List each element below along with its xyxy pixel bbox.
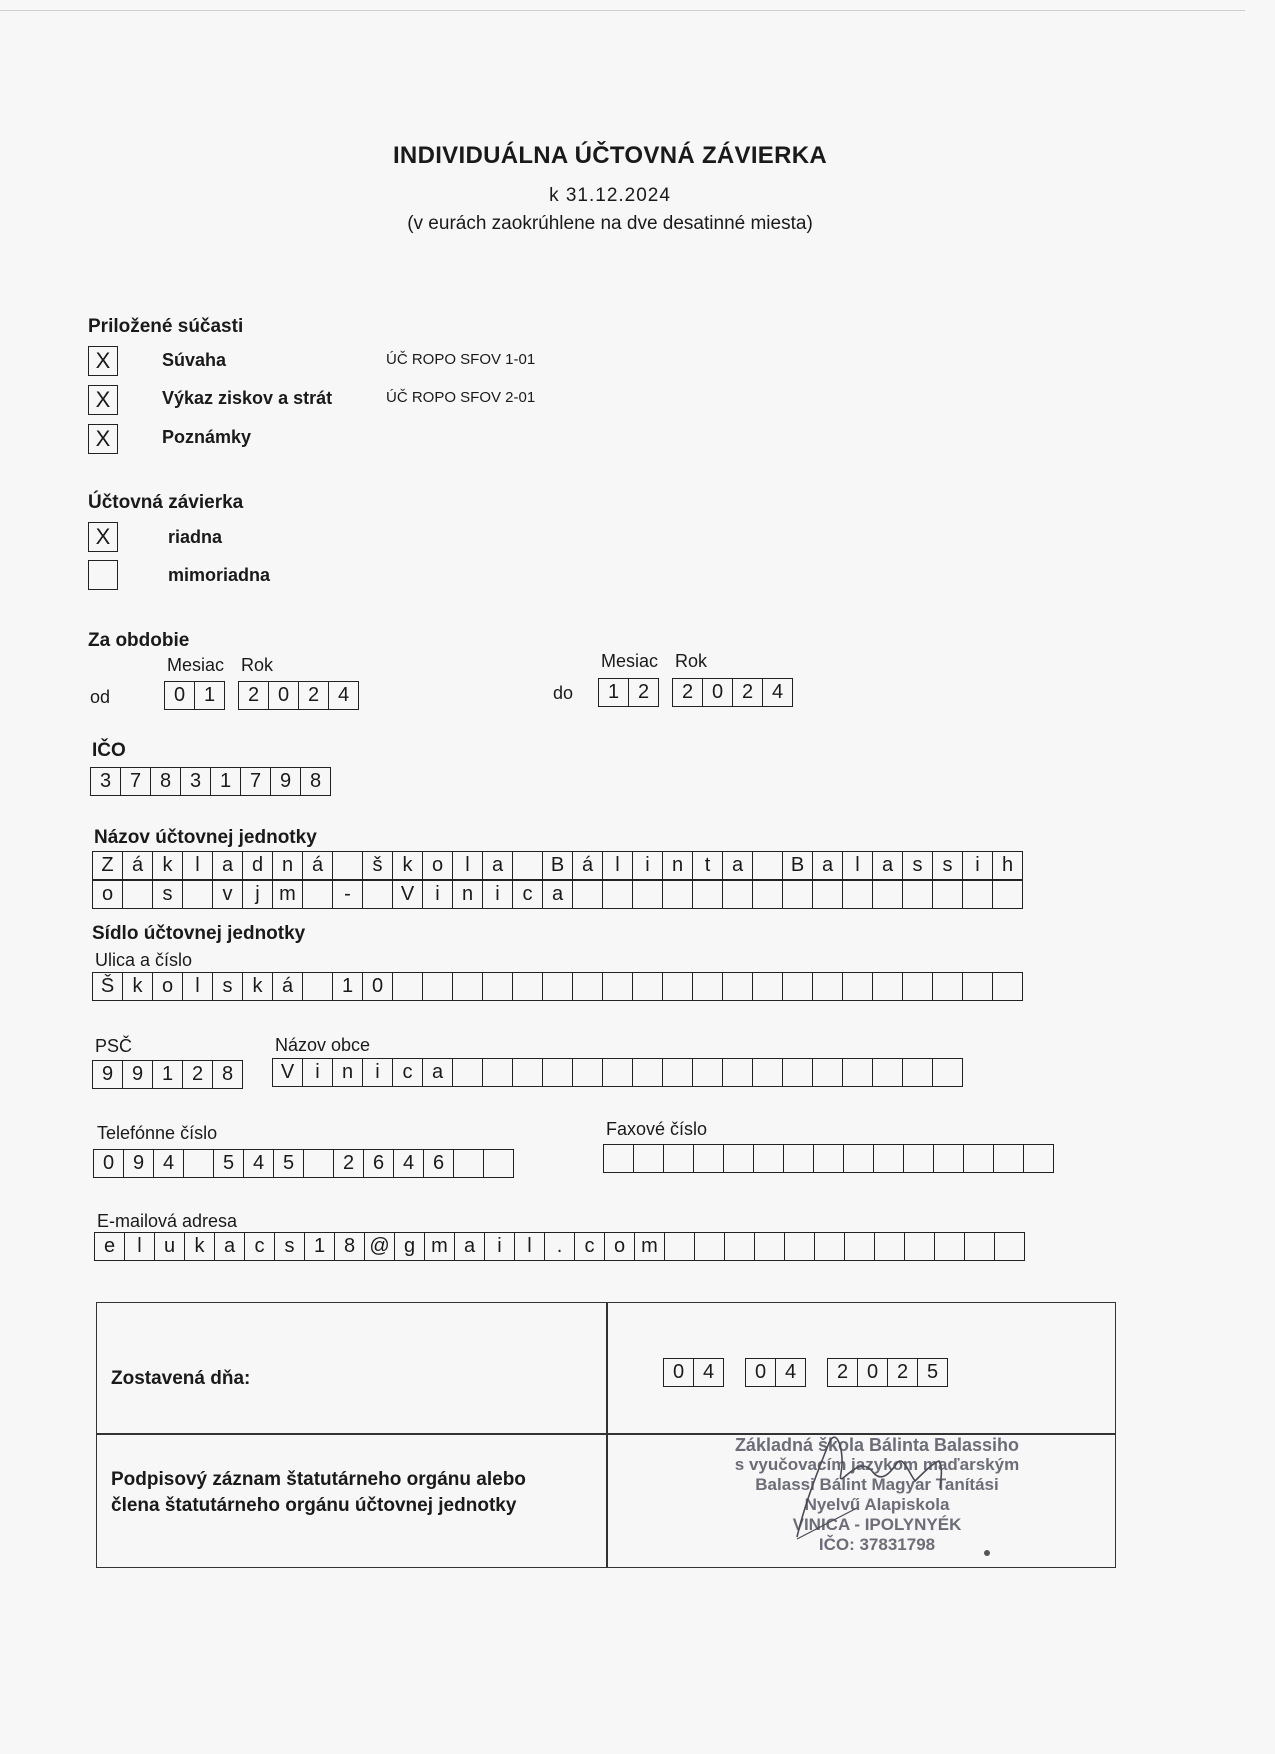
char-cell[interactable] — [333, 852, 363, 879]
char-cell[interactable] — [753, 881, 783, 908]
char-cell[interactable] — [723, 1059, 753, 1086]
char-cell[interactable]: m — [273, 881, 303, 908]
char-cell[interactable]: 8 — [335, 1233, 365, 1260]
char-cell[interactable] — [303, 973, 333, 1000]
char-cell[interactable] — [363, 881, 393, 908]
char-cell[interactable] — [665, 1233, 695, 1260]
char-cell[interactable]: 4 — [763, 679, 793, 706]
char-cell[interactable]: o — [423, 852, 453, 879]
char-cell[interactable]: 8 — [151, 768, 181, 795]
char-cell[interactable]: i — [303, 1059, 333, 1086]
checkbox-suvaha[interactable]: X — [88, 346, 118, 376]
attachments-heading: Priložené súčasti — [88, 316, 244, 337]
char-cell[interactable] — [995, 1233, 1025, 1260]
char-cell[interactable] — [724, 1145, 754, 1172]
char-cell[interactable] — [633, 1059, 663, 1086]
char-cell[interactable]: 7 — [121, 768, 151, 795]
char-cell[interactable]: a — [483, 852, 513, 879]
code-suvaha: ÚČ ROPO SFOV 1-01 — [386, 351, 536, 368]
stamp-line-1: Základná škola Bálinta Balassiho — [734, 1435, 1020, 1455]
char-cell[interactable] — [965, 1233, 995, 1260]
char-cell[interactable]: 2 — [299, 682, 329, 709]
char-cell[interactable] — [633, 881, 663, 908]
char-cell[interactable] — [935, 1233, 965, 1260]
char-cell[interactable] — [513, 852, 543, 879]
char-cell[interactable]: c — [393, 1059, 423, 1086]
char-cell[interactable] — [693, 973, 723, 1000]
char-cell[interactable]: k — [243, 973, 273, 1000]
label-suvaha: Súvaha — [162, 350, 227, 370]
to-month-boxes[interactable] — [598, 678, 659, 707]
char-cell[interactable]: c — [575, 1233, 605, 1260]
char-cell[interactable]: 2 — [239, 682, 269, 709]
entity-name-label: Názov účtovnej jednotky — [94, 827, 317, 848]
char-cell[interactable]: 7 — [241, 768, 271, 795]
char-cell[interactable]: l — [183, 852, 213, 879]
signature-label-line-2: člena štatutárneho orgánu účtovnej jednotky — [111, 1495, 517, 1516]
char-cell[interactable]: Z — [93, 852, 123, 879]
char-cell[interactable] — [845, 1233, 875, 1260]
char-cell[interactable] — [754, 1145, 784, 1172]
char-cell[interactable]: o — [153, 973, 183, 1000]
char-cell[interactable]: 6 — [364, 1150, 394, 1177]
signature-table — [96, 1302, 1116, 1568]
char-cell[interactable]: 0 — [269, 682, 299, 709]
char-cell[interactable] — [993, 881, 1023, 908]
char-cell[interactable]: 2 — [888, 1359, 918, 1386]
char-cell[interactable] — [843, 973, 873, 1000]
char-cell[interactable] — [963, 973, 993, 1000]
char-cell[interactable] — [695, 1233, 725, 1260]
char-cell[interactable] — [934, 1145, 964, 1172]
char-cell[interactable]: 1 — [211, 768, 241, 795]
char-cell[interactable] — [783, 1059, 813, 1086]
char-cell[interactable]: m — [425, 1233, 455, 1260]
char-cell[interactable]: n — [333, 1059, 363, 1086]
char-cell[interactable]: 9 — [123, 1061, 153, 1088]
char-cell[interactable]: i — [963, 852, 993, 879]
char-cell[interactable] — [723, 881, 753, 908]
char-cell[interactable] — [933, 881, 963, 908]
char-cell[interactable] — [784, 1145, 814, 1172]
char-cell[interactable] — [873, 973, 903, 1000]
char-cell[interactable] — [1024, 1145, 1054, 1172]
char-cell[interactable] — [663, 973, 693, 1000]
char-cell[interactable] — [933, 1059, 963, 1086]
char-cell[interactable]: 1 — [195, 682, 225, 709]
ico-label: IČO — [92, 740, 126, 761]
char-cell[interactable]: t — [693, 852, 723, 879]
char-cell[interactable]: 1 — [153, 1061, 183, 1088]
char-cell[interactable]: a — [455, 1233, 485, 1260]
char-cell[interactable]: . — [545, 1233, 575, 1260]
city-boxes[interactable] — [272, 1058, 963, 1087]
char-cell[interactable] — [873, 881, 903, 908]
char-cell[interactable] — [964, 1145, 994, 1172]
code-vykaz: ÚČ ROPO SFOV 2-01 — [386, 389, 536, 406]
char-cell[interactable]: k — [153, 852, 183, 879]
char-cell[interactable]: h — [993, 852, 1023, 879]
char-cell[interactable]: 1 — [599, 679, 629, 706]
char-cell[interactable]: 0 — [703, 679, 733, 706]
char-cell[interactable]: k — [123, 973, 153, 1000]
char-cell[interactable] — [513, 1059, 543, 1086]
char-cell[interactable]: 5 — [918, 1359, 948, 1386]
label-riadna: riadna — [168, 527, 223, 547]
char-cell[interactable] — [634, 1145, 664, 1172]
char-cell[interactable] — [785, 1233, 815, 1260]
char-cell[interactable] — [484, 1150, 514, 1177]
fax-boxes[interactable] — [603, 1144, 1054, 1173]
char-cell[interactable] — [843, 1059, 873, 1086]
char-cell[interactable]: l — [515, 1233, 545, 1260]
char-cell[interactable] — [783, 881, 813, 908]
char-cell[interactable]: 1 — [305, 1233, 335, 1260]
char-cell[interactable]: š — [363, 852, 393, 879]
psc-boxes[interactable] — [92, 1060, 243, 1089]
char-cell[interactable]: i — [633, 852, 663, 879]
char-cell[interactable] — [753, 1059, 783, 1086]
signature-label-line-1: Podpisový záznam štatutárneho orgánu alebo — [111, 1469, 526, 1490]
char-cell[interactable]: i — [483, 881, 513, 908]
scan-edge-line — [0, 10, 1245, 11]
char-cell[interactable]: l — [843, 852, 873, 879]
char-cell[interactable] — [905, 1233, 935, 1260]
seat-heading: Sídlo účtovnej jednotky — [92, 923, 306, 944]
char-cell[interactable]: a — [873, 852, 903, 879]
char-cell[interactable]: 4 — [329, 682, 359, 709]
char-cell[interactable]: B — [783, 852, 813, 879]
street-boxes[interactable] — [92, 972, 1023, 1001]
from-year-boxes[interactable] — [238, 681, 359, 710]
currency-note: (v eurách zaokrúhlene na dve desatinné miesta) — [407, 213, 813, 234]
city-label: Názov obce — [275, 1035, 371, 1055]
ico-boxes[interactable] — [90, 767, 331, 796]
char-cell[interactable]: i — [485, 1233, 515, 1260]
char-cell[interactable]: u — [155, 1233, 185, 1260]
char-cell[interactable] — [303, 881, 333, 908]
char-cell[interactable]: a — [723, 852, 753, 879]
char-cell[interactable]: l — [183, 973, 213, 1000]
char-cell[interactable] — [903, 881, 933, 908]
char-cell[interactable]: c — [245, 1233, 275, 1260]
char-cell[interactable]: 8 — [301, 768, 331, 795]
char-cell[interactable] — [814, 1145, 844, 1172]
char-cell[interactable] — [994, 1145, 1024, 1172]
to-month-label: Mesiac — [601, 651, 659, 671]
char-cell[interactable] — [903, 1059, 933, 1086]
char-cell[interactable]: l — [125, 1233, 155, 1260]
char-cell[interactable] — [693, 1059, 723, 1086]
char-cell[interactable]: s — [903, 852, 933, 879]
char-cell[interactable]: 2 — [629, 679, 659, 706]
char-cell[interactable]: n — [453, 881, 483, 908]
char-cell[interactable] — [723, 973, 753, 1000]
from-month-boxes[interactable] — [164, 681, 225, 710]
char-cell[interactable] — [453, 1059, 483, 1086]
char-cell[interactable]: 4 — [154, 1150, 184, 1177]
stamp-line-2: s vyučovacím jazykom maďarským — [734, 1455, 1020, 1474]
char-cell[interactable]: 2 — [733, 679, 763, 706]
char-cell[interactable]: V — [393, 881, 423, 908]
char-cell[interactable] — [755, 1233, 785, 1260]
handwritten-signature — [97, 1303, 1115, 1567]
stamp-line-3: Balassi Bálint Magyar Tanítási — [755, 1475, 999, 1494]
char-cell[interactable]: 4 — [694, 1359, 724, 1386]
char-cell[interactable]: B — [543, 852, 573, 879]
char-cell[interactable]: 8 — [213, 1061, 243, 1088]
email-boxes[interactable] — [94, 1232, 1025, 1261]
char-cell[interactable]: n — [273, 852, 303, 879]
char-cell[interactable] — [874, 1145, 904, 1172]
char-cell[interactable]: s — [933, 852, 963, 879]
char-cell[interactable] — [573, 881, 603, 908]
char-cell[interactable] — [813, 1059, 843, 1086]
char-cell[interactable] — [694, 1145, 724, 1172]
char-cell[interactable]: 1 — [333, 973, 363, 1000]
psc-label: PSČ — [95, 1036, 133, 1056]
char-cell[interactable]: a — [813, 852, 843, 879]
char-cell[interactable]: d — [243, 852, 273, 879]
street-label: Ulica a číslo — [95, 950, 193, 970]
char-cell[interactable] — [725, 1233, 755, 1260]
checkbox-poznamky[interactable]: X — [88, 424, 118, 454]
char-cell[interactable] — [603, 973, 633, 1000]
to-year-label: Rok — [675, 651, 708, 671]
char-cell[interactable] — [844, 1145, 874, 1172]
stamp-line-4: Nyelvű Alapiskola — [804, 1495, 950, 1514]
char-cell[interactable]: V — [273, 1059, 303, 1086]
char-cell[interactable]: 3 — [91, 768, 121, 795]
char-cell[interactable] — [815, 1233, 845, 1260]
char-cell[interactable] — [753, 973, 783, 1000]
char-cell[interactable] — [875, 1233, 905, 1260]
char-cell[interactable] — [123, 881, 153, 908]
char-cell[interactable] — [183, 881, 213, 908]
from-month-label: Mesiac — [167, 655, 225, 675]
char-cell[interactable] — [393, 973, 423, 1000]
char-cell[interactable] — [573, 973, 603, 1000]
to-label: do — [553, 683, 574, 703]
char-cell[interactable] — [663, 1059, 693, 1086]
char-cell[interactable] — [604, 1145, 634, 1172]
char-cell[interactable]: á — [303, 852, 333, 879]
char-cell[interactable] — [993, 973, 1023, 1000]
to-year-boxes[interactable] — [672, 678, 793, 707]
char-cell[interactable]: 4 — [394, 1150, 424, 1177]
char-cell[interactable] — [904, 1145, 934, 1172]
char-cell[interactable]: - — [333, 881, 363, 908]
char-cell[interactable] — [543, 1059, 573, 1086]
char-cell[interactable]: s — [213, 973, 243, 1000]
label-poznamky: Poznámky — [162, 427, 252, 447]
statement-date: k 31.12.2024 — [549, 185, 671, 206]
char-cell[interactable] — [783, 973, 813, 1000]
char-cell[interactable]: s — [153, 881, 183, 908]
char-cell[interactable]: 6 — [424, 1150, 454, 1177]
char-cell[interactable] — [633, 973, 663, 1000]
compiled-label: Zostavená dňa: — [111, 1368, 251, 1389]
char-cell[interactable]: 0 — [858, 1359, 888, 1386]
char-cell[interactable]: s — [275, 1233, 305, 1260]
char-cell[interactable]: a — [543, 881, 573, 908]
char-cell[interactable]: n — [663, 852, 693, 879]
label-mimoriadna: mimoriadna — [168, 565, 271, 585]
char-cell[interactable] — [423, 973, 453, 1000]
char-cell[interactable]: l — [453, 852, 483, 879]
char-cell[interactable]: c — [513, 881, 543, 908]
char-cell[interactable]: á — [123, 852, 153, 879]
char-cell[interactable]: o — [605, 1233, 635, 1260]
char-cell[interactable] — [693, 881, 723, 908]
char-cell[interactable]: o — [93, 881, 123, 908]
char-cell[interactable]: á — [273, 973, 303, 1000]
email-label: E-mailová adresa — [97, 1211, 238, 1231]
char-cell[interactable] — [663, 881, 693, 908]
checkbox-vykaz[interactable]: X — [88, 385, 118, 415]
char-cell[interactable]: a — [215, 1233, 245, 1260]
char-cell[interactable] — [513, 973, 543, 1000]
char-cell[interactable]: 9 — [271, 768, 301, 795]
char-cell[interactable] — [963, 881, 993, 908]
stamp-line-6: IČO: 37831798 — [818, 1535, 936, 1554]
char-cell[interactable]: 2 — [828, 1359, 858, 1386]
char-cell[interactable]: a — [423, 1059, 453, 1086]
label-vykaz: Výkaz ziskov a strát — [162, 388, 333, 408]
from-label: od — [90, 687, 111, 707]
char-cell[interactable] — [664, 1145, 694, 1172]
checkbox-riadna[interactable]: X — [88, 522, 118, 552]
char-cell[interactable]: 0 — [363, 973, 393, 1000]
char-cell[interactable] — [184, 1150, 214, 1177]
char-cell[interactable]: á — [573, 852, 603, 879]
char-cell[interactable] — [813, 881, 843, 908]
char-cell[interactable] — [453, 973, 483, 1000]
char-cell[interactable]: v — [213, 881, 243, 908]
char-cell[interactable] — [933, 973, 963, 1000]
char-cell[interactable]: 0 — [746, 1359, 776, 1386]
char-cell[interactable]: 5 — [274, 1150, 304, 1177]
char-cell[interactable] — [903, 973, 933, 1000]
period-heading: Za obdobie — [88, 630, 190, 651]
char-cell[interactable]: 5 — [214, 1150, 244, 1177]
char-cell[interactable] — [304, 1150, 334, 1177]
char-cell[interactable] — [873, 1059, 903, 1086]
char-cell[interactable] — [573, 1059, 603, 1086]
char-cell[interactable] — [603, 881, 633, 908]
char-cell[interactable] — [454, 1150, 484, 1177]
char-cell[interactable]: 0 — [94, 1150, 124, 1177]
char-cell[interactable]: g — [395, 1233, 425, 1260]
char-cell[interactable]: 2 — [673, 679, 703, 706]
checkbox-mimoriadna[interactable] — [88, 560, 118, 590]
phone-boxes[interactable] — [93, 1149, 514, 1178]
char-cell[interactable]: 3 — [181, 768, 211, 795]
char-cell[interactable]: l — [603, 852, 633, 879]
char-cell[interactable] — [483, 973, 513, 1000]
char-cell[interactable]: k — [393, 852, 423, 879]
char-cell[interactable]: i — [423, 881, 453, 908]
char-cell[interactable]: Š — [93, 973, 123, 1000]
entity-name-row-2[interactable] — [92, 880, 1023, 909]
from-year-label: Rok — [241, 655, 274, 675]
char-cell[interactable]: j — [243, 881, 273, 908]
char-cell[interactable]: 0 — [664, 1359, 694, 1386]
char-cell[interactable]: e — [95, 1233, 125, 1260]
char-cell[interactable]: a — [213, 852, 243, 879]
char-cell[interactable] — [543, 973, 573, 1000]
page-title: INDIVIDUÁLNA ÚČTOVNÁ ZÁVIERKA — [392, 142, 828, 169]
char-cell[interactable] — [603, 1059, 633, 1086]
char-cell[interactable] — [483, 1059, 513, 1086]
char-cell[interactable] — [813, 973, 843, 1000]
char-cell[interactable]: 9 — [93, 1061, 123, 1088]
fax-label: Faxové číslo — [606, 1119, 708, 1139]
phone-label: Telefónne číslo — [97, 1123, 218, 1143]
char-cell[interactable]: k — [185, 1233, 215, 1260]
char-cell[interactable] — [753, 852, 783, 879]
char-cell[interactable]: 2 — [183, 1061, 213, 1088]
entity-name-row-1[interactable] — [92, 851, 1023, 880]
char-cell[interactable]: i — [363, 1059, 393, 1086]
char-cell[interactable] — [843, 881, 873, 908]
char-cell[interactable]: @ — [365, 1233, 395, 1260]
char-cell[interactable]: 0 — [165, 682, 195, 709]
char-cell[interactable]: 9 — [124, 1150, 154, 1177]
stamp-line-5: VINICA - IPOLYNYÉK — [792, 1515, 962, 1534]
char-cell[interactable]: 4 — [244, 1150, 274, 1177]
statement-type-heading: Účtovná závierka — [88, 492, 244, 513]
char-cell[interactable]: 2 — [334, 1150, 364, 1177]
char-cell[interactable]: 4 — [776, 1359, 806, 1386]
char-cell[interactable]: m — [635, 1233, 665, 1260]
